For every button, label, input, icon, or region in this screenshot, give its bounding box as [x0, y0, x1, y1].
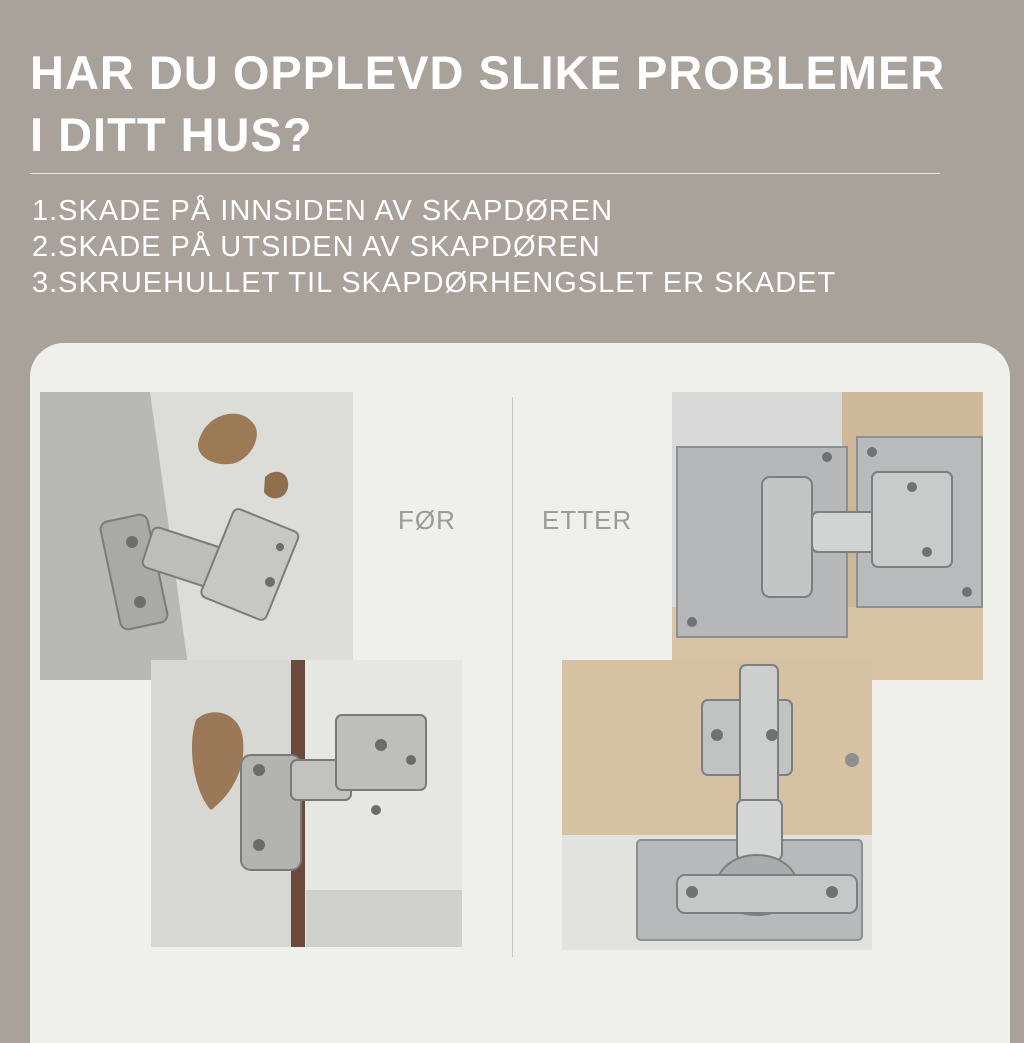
problem-item-3: 3.SKRUEHULLET TIL SKAPDØRHENGSLET ER SKADET — [32, 267, 837, 299]
title-divider — [30, 173, 940, 174]
title-line-1: HAR DU OPPLEVD SLIKE PROBLEMER — [30, 46, 946, 99]
after-photo-plates-installed — [672, 392, 983, 680]
title-line-2: I DITT HUS? — [30, 108, 313, 161]
after-photo-hinge-on-plate — [562, 660, 872, 950]
before-label: FØR — [398, 505, 456, 535]
problem-item-2: 2.SKADE PÅ UTSIDEN AV SKAPDØREN — [32, 231, 601, 263]
before-photo-inside-damage — [40, 392, 353, 680]
problem-list — [32, 193, 836, 301]
problem-item-1: 1.SKADE PÅ INNSIDEN AV SKAPDØREN — [32, 195, 614, 227]
after-label: ETTER — [542, 505, 633, 535]
before-photo-outside-damage — [151, 660, 462, 947]
comparison-divider — [512, 397, 513, 957]
page-title — [30, 42, 1010, 166]
